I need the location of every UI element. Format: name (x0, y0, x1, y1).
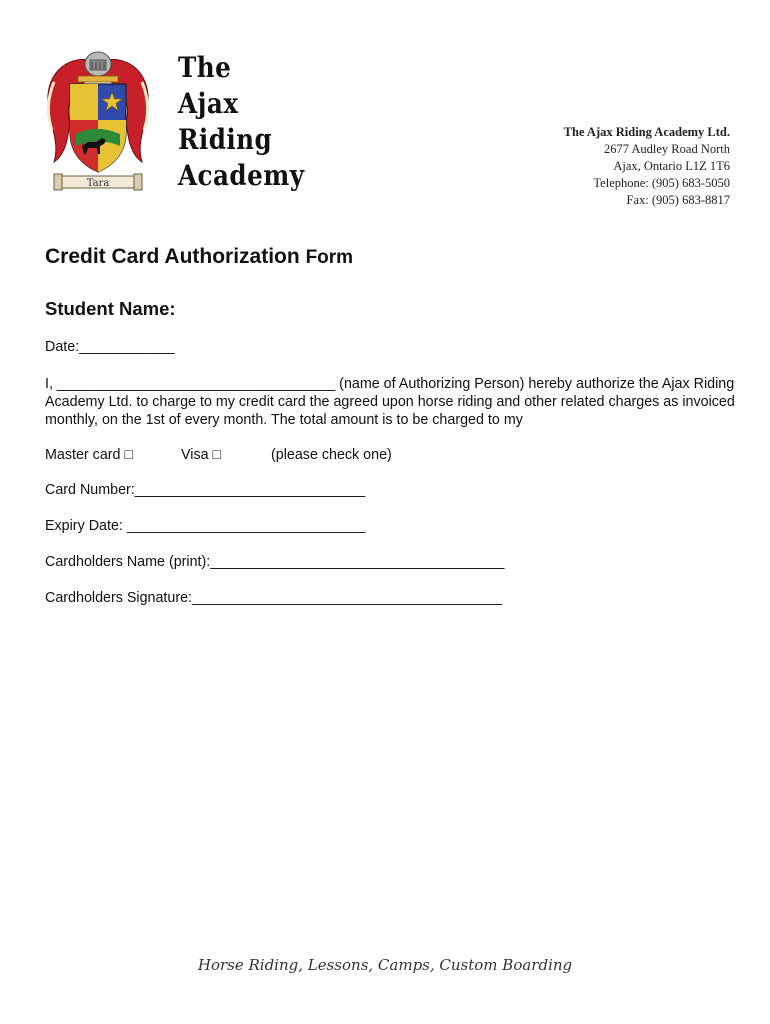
academy-logo-wordmark (178, 50, 304, 194)
academy-crest-logo (40, 42, 156, 202)
logo-line-2: Ajax (178, 87, 239, 120)
footer-tagline: Horse Riding, Lessons, Camps, Custom Boarding (197, 956, 573, 974)
date-field: Date:____________ (45, 339, 175, 355)
expiry-date-field: Expiry Date: ______________________________ (45, 518, 366, 534)
form-title-word: Form (305, 247, 354, 268)
street-address: 2677 Audley Road North (603, 142, 730, 156)
logo-line-3: Riding (178, 123, 273, 156)
logo-line-4: Academy (178, 159, 305, 192)
org-name: The Ajax Riding Academy Ltd. (563, 125, 730, 139)
telephone: Telephone: (905) 683-5050 (593, 176, 730, 190)
authorization-paragraph: I, ___________________________________ (name of Authorizing Person) hereby authorize the Ajax Riding Academy Ltd. to charge to my credit card the agreed upon horse riding and other related charges as invoiced monthly, on the 1st of every month. The total amount is to be charged to my (45, 376, 735, 428)
fax: Fax: (905) 683-8817 (626, 193, 730, 207)
check-one-note: (please check one) (271, 447, 392, 463)
cardholder-name-field: Cardholders Name (print):_____________________________________ (45, 554, 505, 570)
visa-checkbox-label: Visa □ (181, 447, 222, 463)
card-number-field: Card Number:_____________________________ (45, 482, 366, 498)
form-title (45, 245, 353, 269)
form-title-main: Credit Card Authorization (45, 245, 300, 268)
logo-line-1: The (178, 51, 232, 84)
mastercard-checkbox-label: Master card □ (45, 447, 134, 463)
student-name-label: Student Name: (45, 298, 176, 319)
cardholder-signature-field: Cardholders Signature:_______________________________________ (45, 590, 503, 606)
crest-motto: Tara (86, 178, 110, 189)
city-address: Ajax, Ontario L1Z 1T6 (613, 159, 730, 173)
address-block (564, 124, 730, 209)
